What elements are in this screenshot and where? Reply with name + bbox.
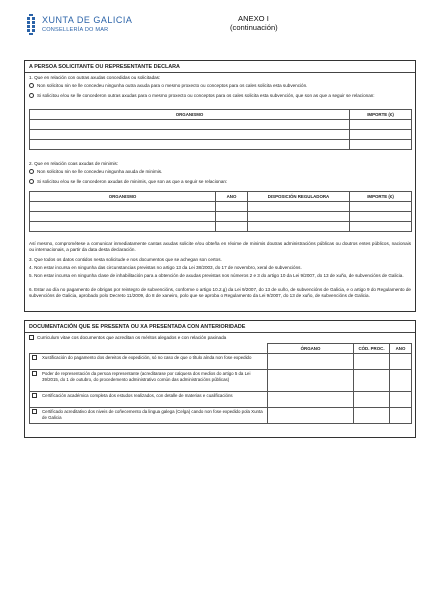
table-cell[interactable] bbox=[350, 140, 412, 150]
table-cell[interactable] bbox=[390, 354, 412, 370]
table-cell[interactable] bbox=[248, 212, 350, 222]
declaration-item-6: 6. Estar ao día no pagamento de obrigas por reintegro de subvencións, conforme o artigo 10.2.g) da Lei 9/2007, do 13 de xuño, de subvencións de Galicia, e o artigo 9 do Regulamento de subvencións de Galicia, aprobado polo Decreto 11/2009, do 8 de xaneiro, polo que se aproba o Regulamento da Lei 9/2007, do 13 de xuño, de subvencións de Galicia. bbox=[29, 287, 411, 298]
document-label: Xustificación do pagamento dos dereitos de expedición, só no caso de que o título aínda non fose expedido bbox=[42, 355, 252, 360]
col-organismo: ORGANISMO bbox=[30, 110, 350, 120]
table-cell[interactable] bbox=[354, 392, 390, 408]
table-cell[interactable] bbox=[390, 370, 412, 392]
col-disposicion: DISPOSICIÓN REGULADORA bbox=[248, 192, 350, 202]
col-ano: ANO bbox=[390, 344, 412, 354]
section-title: DOCUMENTACIÓN QUE SE PRESENTA OU XA PRESENTADA CON ANTERIORIDADE bbox=[29, 324, 246, 330]
table-cell[interactable] bbox=[216, 202, 248, 212]
table-cell[interactable] bbox=[248, 222, 350, 232]
radio-q2-yes-label: Si solicitou e/ou se lle concederon axudas de minimis, que son as que a seguir se relacionan: bbox=[37, 179, 228, 184]
checkbox-cv[interactable] bbox=[29, 335, 34, 340]
checkbox-doc[interactable] bbox=[32, 393, 37, 398]
col-organo: ÓRGANO bbox=[268, 344, 354, 354]
table-cell[interactable] bbox=[268, 354, 354, 370]
documentation-section bbox=[24, 320, 416, 438]
table-cell[interactable] bbox=[354, 354, 390, 370]
declaration-item-5: 5. Non estar incursa en ningunha clase de inhabilitación para a obtención de axudas previstas nos números 2 e 3 do artigo 10 da Lei 9/2007, do 13 de xuño, de subvencións de Galicia. bbox=[29, 273, 404, 278]
cv-label: Curriculum vitae cos documentos que acreditan os méritos alegados e con relación paxinada bbox=[37, 335, 227, 340]
minimis-aid-table bbox=[29, 191, 412, 232]
document-row bbox=[30, 354, 268, 370]
radio-q1-no[interactable] bbox=[29, 83, 34, 88]
table-cell[interactable] bbox=[354, 408, 390, 424]
table-cell[interactable] bbox=[354, 370, 390, 392]
document-row bbox=[30, 408, 268, 424]
col-organismo: ORGANISMO bbox=[30, 192, 216, 202]
table-cell[interactable] bbox=[30, 222, 216, 232]
table-cell[interactable] bbox=[30, 140, 350, 150]
annex-title: ANEXO I bbox=[238, 14, 269, 23]
section-title: A PERSOA SOLICITANTE OU REPRESENTANTE DECLARA bbox=[29, 64, 180, 70]
radio-q1-yes-label: Si solicitou e/ou se lle concederon outras axudas para o mesmo proxecto ou conceptos para os cales solicita esta subvención, que son as que a seguir se relacionan: bbox=[37, 93, 375, 98]
annex-subtitle: (continuación) bbox=[230, 23, 278, 32]
document-label: Certificación académica completa dos estudos realizados, con detalle de materias e cualificacións bbox=[42, 393, 233, 398]
other-aid-table bbox=[29, 109, 412, 150]
question-1: 1. Que en relación con outras axudas concedidas ou solicitadas: bbox=[29, 75, 161, 80]
document-row bbox=[30, 370, 268, 392]
table-cell[interactable] bbox=[268, 408, 354, 424]
declaration-item-4: 4. Non estar incursa en ningunha das circunstancias previstas no artigo 13 da Lei 38/2003, do 17 de novembro, xeral de subvencións. bbox=[29, 265, 302, 270]
table-cell[interactable] bbox=[390, 408, 412, 424]
question-2: 2. Que en relación coas axudas de minimis: bbox=[29, 161, 119, 166]
table-cell[interactable] bbox=[30, 120, 350, 130]
documents-table bbox=[29, 343, 412, 424]
col-ano: ANO bbox=[216, 192, 248, 202]
declaration-section bbox=[24, 60, 416, 312]
table-cell[interactable] bbox=[216, 222, 248, 232]
table-cell[interactable] bbox=[350, 222, 412, 232]
checkbox-doc[interactable] bbox=[32, 355, 37, 360]
table-cell[interactable] bbox=[30, 130, 350, 140]
document-label: Poder de representación da persoa representante (acreditarase por calquera dos medios do artigo 5 da Lei 39/2015, do 1 de outubro, do procedemento administrativo común das administracións públicas) bbox=[42, 371, 251, 382]
col-importe: IMPORTE (€) bbox=[350, 110, 412, 120]
table-cell[interactable] bbox=[350, 120, 412, 130]
table-cell[interactable] bbox=[350, 212, 412, 222]
table-cell[interactable] bbox=[268, 370, 354, 392]
col-importe: IMPORTE (€) bbox=[350, 192, 412, 202]
table-cell[interactable] bbox=[268, 392, 354, 408]
divider bbox=[25, 332, 415, 333]
table-cell[interactable] bbox=[390, 392, 412, 408]
checkbox-doc[interactable] bbox=[32, 371, 37, 376]
brand-name: XUNTA DE GALICIA bbox=[42, 15, 133, 25]
radio-q2-yes[interactable] bbox=[29, 179, 34, 184]
table-cell[interactable] bbox=[350, 130, 412, 140]
brand-department: CONSELLERÍA DO MAR bbox=[42, 27, 109, 33]
radio-q2-no-label: Non solicitou nin se lle concedeu ningunha axuda de minimis. bbox=[37, 169, 163, 174]
divider bbox=[25, 72, 415, 73]
radio-q1-no-label: Non solicitou nin se lle concedeu ningunha outra axuda para o mesmo proxecto ou conceptos para os cales solicita esta subvención. bbox=[37, 83, 308, 88]
col-cod-proc: CÓD. PROC. bbox=[354, 344, 390, 354]
document-row bbox=[30, 392, 268, 408]
page-header bbox=[24, 12, 416, 52]
table-cell[interactable] bbox=[248, 202, 350, 212]
table-cell[interactable] bbox=[30, 212, 216, 222]
radio-q1-yes[interactable] bbox=[29, 93, 34, 98]
declaration-item-3: 3. Que todos os datos contidos nesta solicitude e nos documentos que se achegan son certos. bbox=[29, 257, 222, 262]
table-cell[interactable] bbox=[30, 202, 216, 212]
commitment-text: Así mesmo, comprométese a comunicar inmediatamente cantas axudas solicite e/ou obteña en réxime de minimis doutras administracións públicas ou doutros entes públicos, nacionais ou internacionais, a partir da data desta declaración. bbox=[29, 241, 411, 252]
document-label: Certificado acreditativo dos niveis de coñecemento da lingua galega (Celga) cando non fose expedido pola Xunta de Galicia bbox=[42, 409, 263, 420]
table-cell bbox=[30, 344, 268, 354]
checkbox-doc[interactable] bbox=[32, 409, 37, 414]
table-cell[interactable] bbox=[350, 202, 412, 212]
radio-q2-no[interactable] bbox=[29, 169, 34, 174]
xunta-logo-icon bbox=[24, 14, 38, 36]
table-cell[interactable] bbox=[216, 212, 248, 222]
